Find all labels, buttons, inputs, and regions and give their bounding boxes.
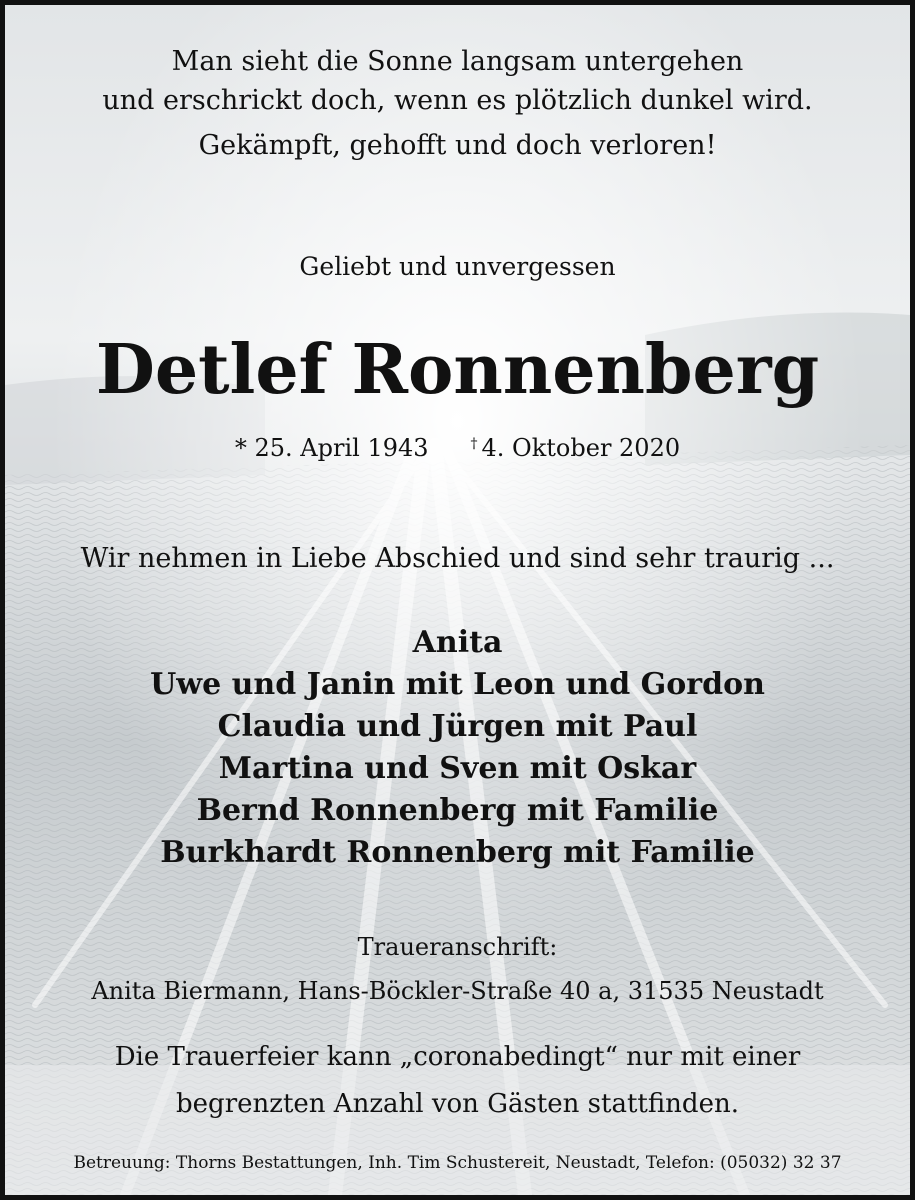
mourner-line: Martina und Sven mit Oskar bbox=[218, 751, 697, 786]
ceremony-note-line-2: begrenzten Anzahl von Gästen stattfinden. bbox=[176, 1089, 739, 1119]
ceremony-note-line-1: Die Trauerfeier kann „coronabedingt“ nur mit einer bbox=[114, 1042, 801, 1072]
cross-icon: † bbox=[470, 436, 478, 452]
undertaker-footer: Betreuung: Thorns Bestattungen, Inh. Tim Schustereit, Neustadt, Telefon: (05032) 32 37 bbox=[73, 1153, 842, 1173]
verse-line-1: Man sieht die Sonne langsam untergehen bbox=[171, 46, 744, 77]
mourner-line: Uwe und Janin mit Leon und Gordon bbox=[150, 667, 765, 702]
deceased-name: Detlef Ronnenberg bbox=[95, 330, 820, 410]
death-date: 4. Oktober 2020 bbox=[481, 434, 681, 462]
mourner-line: Bernd Ronnenberg mit Familie bbox=[196, 793, 719, 828]
mourners-list bbox=[5, 622, 910, 874]
mourner-line: Anita bbox=[412, 625, 503, 660]
life-dates bbox=[5, 427, 910, 465]
mourning-address: Anita Biermann, Hans-Böckler-Straße 40 a, 31535 Neustadt bbox=[91, 977, 824, 1005]
address-label: Traueranschrift: bbox=[357, 933, 558, 961]
birth-date: * 25. April 1943 bbox=[234, 434, 429, 462]
verse-line-3: Gekämpft, gehofft und doch verloren! bbox=[198, 130, 717, 161]
sunset-sea-background-image bbox=[5, 5, 910, 1195]
verse-line-2: und erschrickt doch, wenn es plötzlich dunkel wird. bbox=[102, 85, 813, 116]
intro-text: Geliebt und unvergessen bbox=[299, 252, 616, 281]
farewell-text: Wir nehmen in Liebe Abschied und sind sehr traurig ... bbox=[80, 543, 835, 574]
mourner-line: Claudia und Jürgen mit Paul bbox=[217, 709, 698, 744]
mourner-line: Burkhardt Ronnenberg mit Familie bbox=[160, 835, 755, 870]
